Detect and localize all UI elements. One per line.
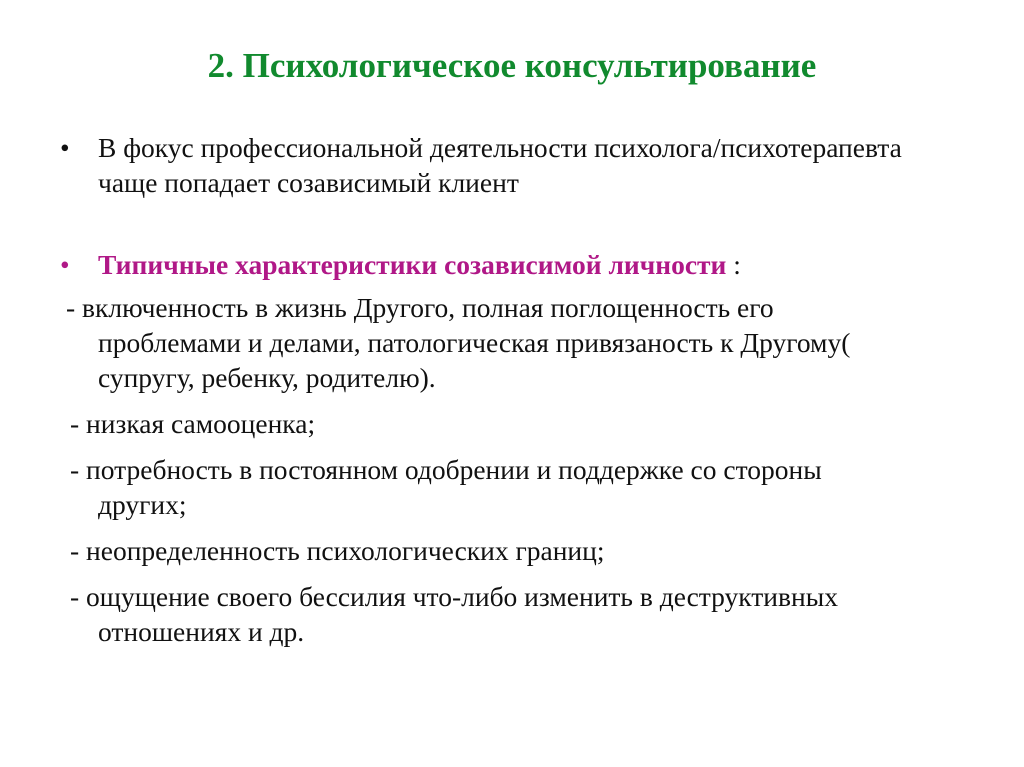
list-item: - включенность в жизнь Другого, полная поглощенность его проблемами и делами, патологическая привязаность к Другому( супругу, ребенку, родителю). xyxy=(66,292,851,393)
list-item: - неопределенность психологических границ; xyxy=(70,535,605,566)
bullet-dot-icon: • xyxy=(60,132,70,163)
slide-title: 2. Психологическое консультирование xyxy=(207,46,817,85)
list-item: - низкая самооценка; xyxy=(70,408,316,439)
list-item: - ощущение своего бессилия что-либо изменить в деструктивных отношениях и др. xyxy=(70,581,838,647)
bullet-characteristics xyxy=(0,247,1024,282)
slide-content xyxy=(0,130,1024,660)
bullet-focus xyxy=(0,130,1024,200)
bullet-focus-text: В фокус профессиональной деятельности психолога/психотерапевта чаще попадает созависимый клиент xyxy=(98,132,902,198)
characteristics-colon: : xyxy=(726,249,741,280)
bullet-dot-icon: • xyxy=(60,249,70,280)
list-item: - потребность в постоянном одобрении и поддержке со стороны других; xyxy=(70,454,822,520)
characteristics-heading: Типичные характеристики созависимой личности xyxy=(98,249,727,280)
